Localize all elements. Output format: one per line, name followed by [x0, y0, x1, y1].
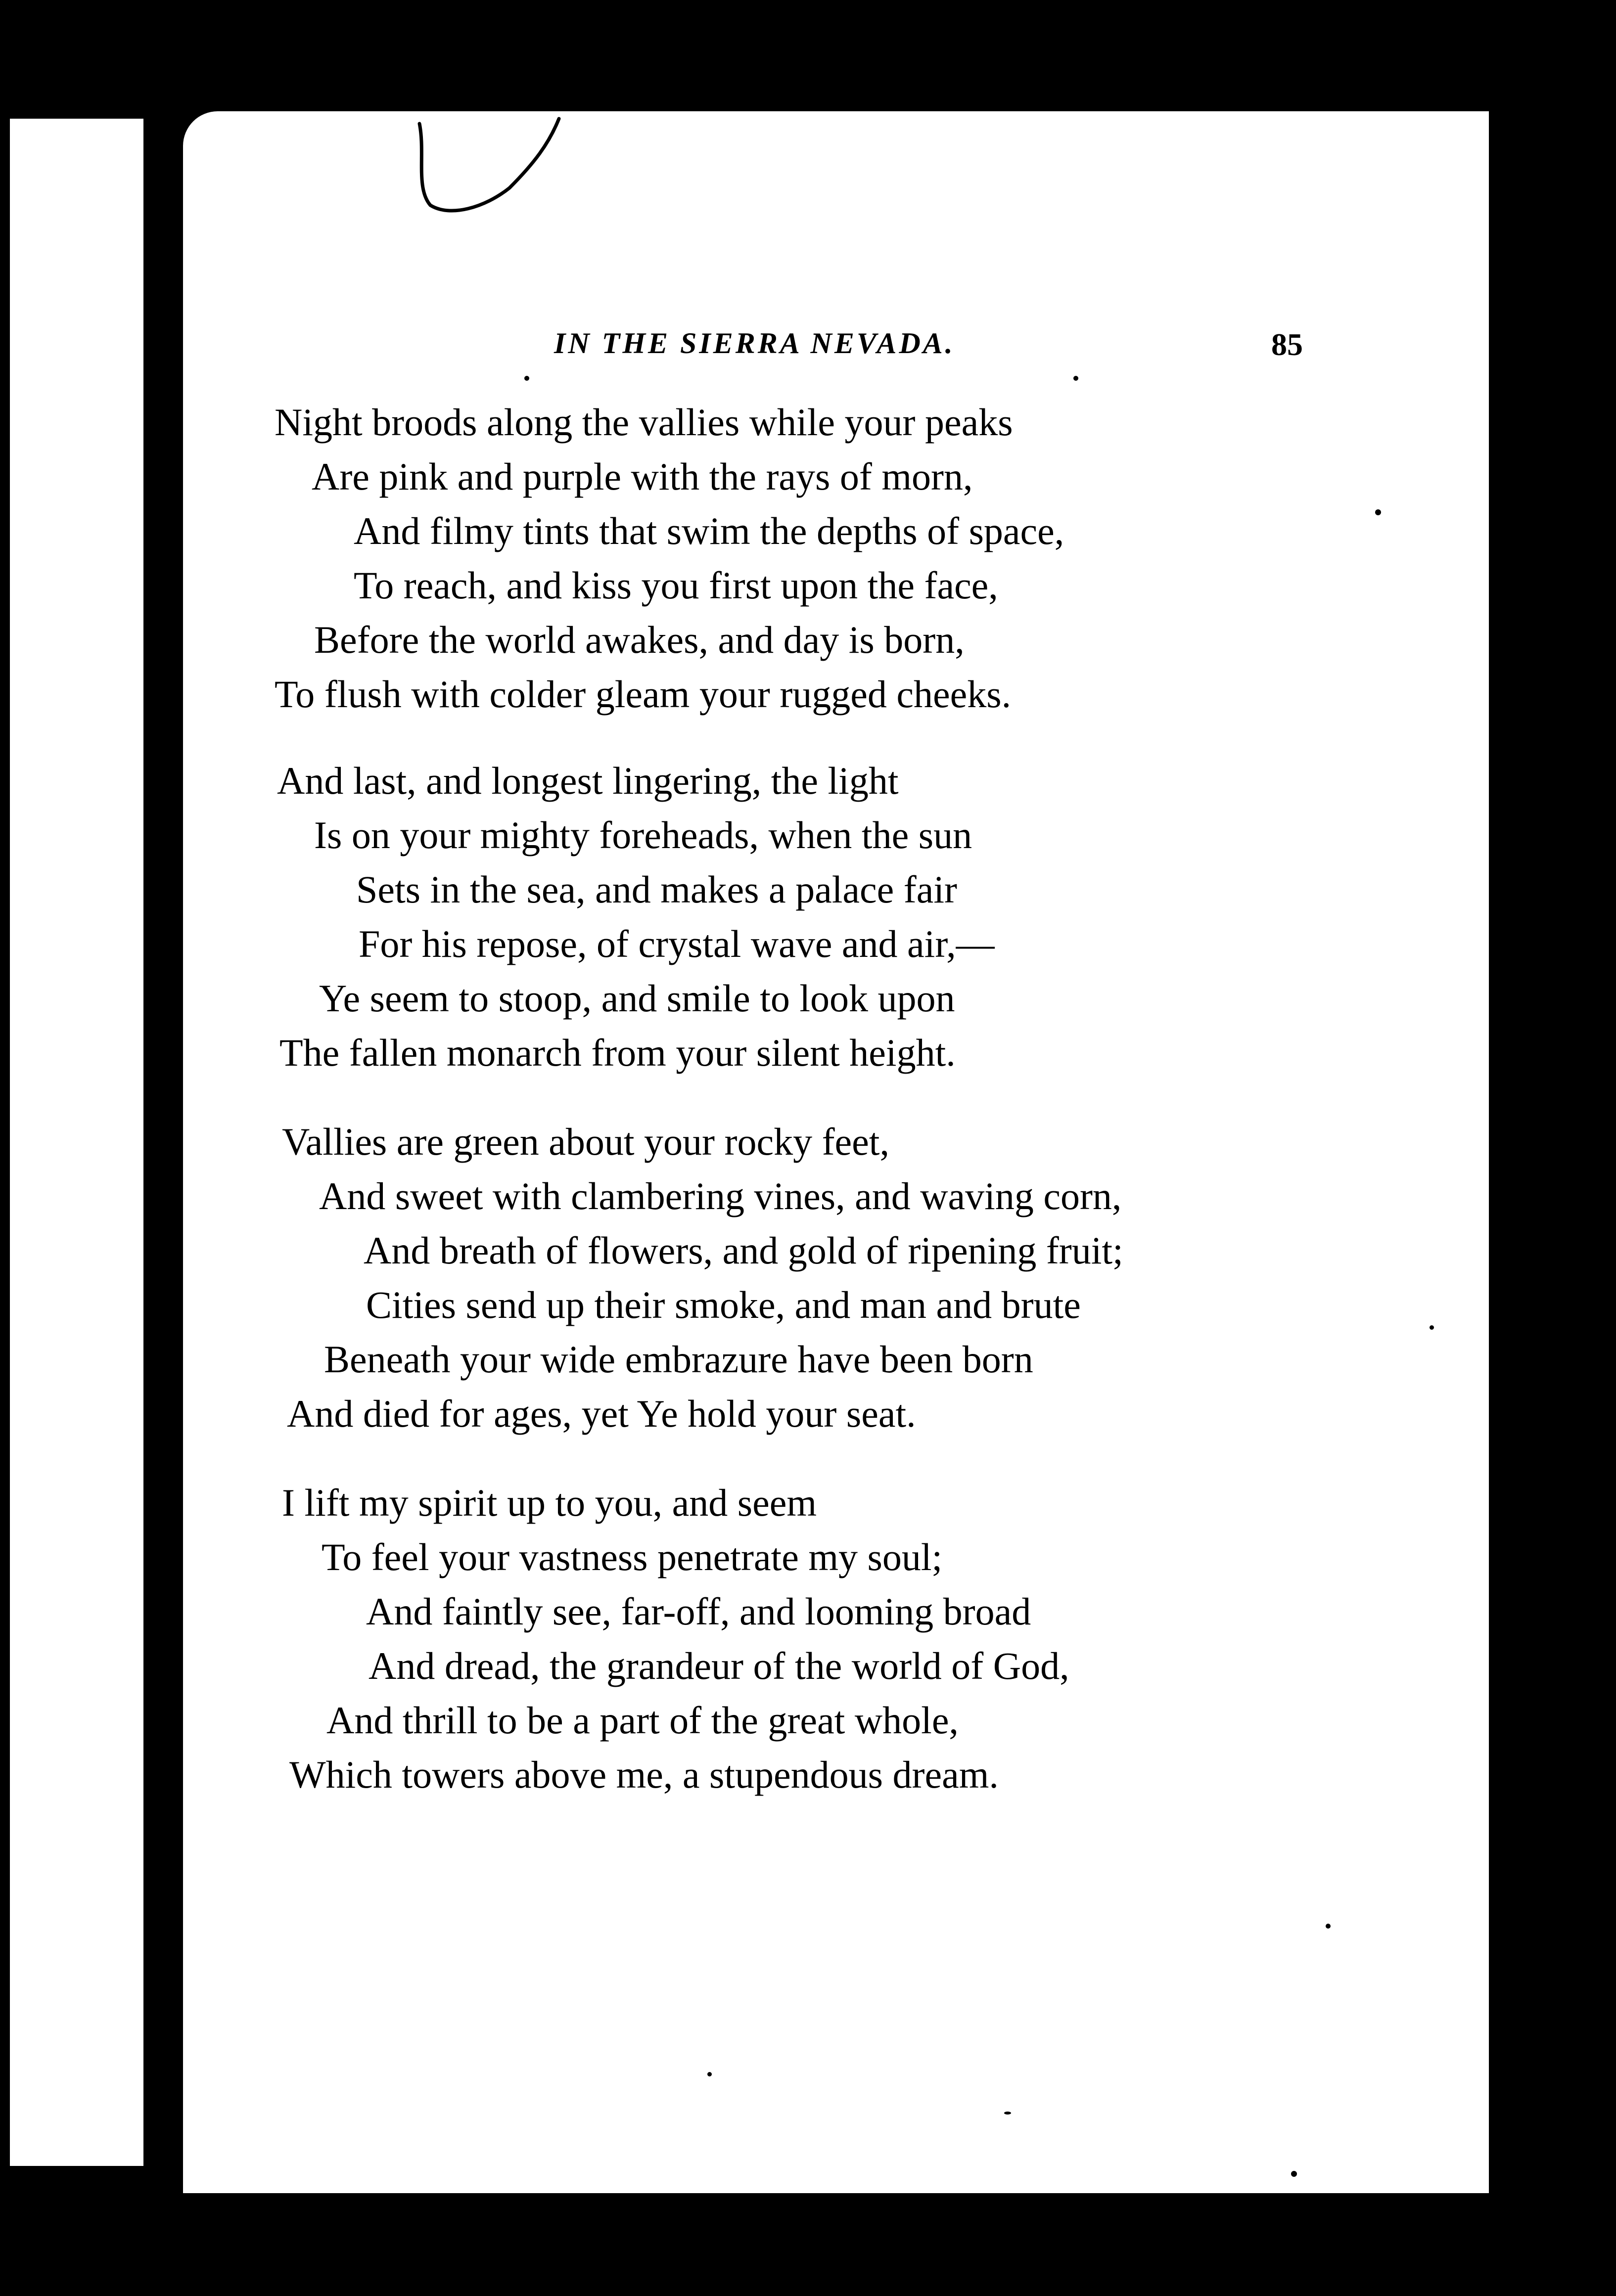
poem-line: To reach, and kiss you first upon the face, — [354, 564, 998, 607]
running-title: IN THE SIERRA NEVADA. — [554, 327, 955, 360]
adjacent-page-edge — [10, 119, 143, 2166]
poem-line: And sweet with clambering vines, and waving corn, — [319, 1174, 1122, 1217]
poem-line: Vallies are green about your rocky feet, — [282, 1120, 889, 1163]
poem-line: To flush with colder gleam your rugged cheeks. — [275, 673, 1012, 716]
poem-line: To feel your vastness penetrate my soul; — [322, 1535, 943, 1578]
poem-line: And filmy tints that swim the depths of space, — [354, 509, 1064, 552]
poem-line: Cities send up their smoke, and man and brute — [366, 1283, 1081, 1326]
poem-line: And thrill to be a part of the great whole, — [326, 1699, 959, 1742]
ink-speck — [1291, 2171, 1297, 2177]
poem-line: For his repose, of crystal wave and air,— — [359, 922, 995, 965]
ink-speck — [1326, 1924, 1331, 1929]
poem-line: And last, and longest lingering, the light — [277, 759, 899, 802]
ink-speck — [1073, 376, 1078, 381]
ink-speck — [707, 2072, 712, 2076]
poem-line: And faintly see, far-off, and looming broad — [366, 1590, 1031, 1633]
poem-line: Are pink and purple with the rays of morn, — [312, 455, 973, 498]
ink-speck — [1375, 509, 1381, 515]
poem-line: Ye seem to stoop, and smile to look upon — [319, 977, 955, 1020]
page-number: 85 — [1271, 327, 1303, 362]
poem-line: Is on your mighty foreheads, when the sun — [314, 813, 972, 856]
ink-speck — [1004, 2112, 1011, 2115]
pencil-mark — [411, 114, 569, 223]
poem-line: Sets in the sea, and makes a palace fair — [356, 868, 957, 911]
poem-line: Which towers above me, a stupendous dream. — [289, 1753, 999, 1796]
poem-line: Night broods along the vallies while your peaks — [275, 401, 1013, 444]
ink-speck — [1430, 1325, 1434, 1330]
poem-line: And died for ages, yet Ye hold your seat. — [287, 1392, 916, 1435]
poem-line: I lift my spirit up to you, and seem — [282, 1481, 817, 1524]
poem-line: The fallen monarch from your silent height. — [279, 1031, 956, 1074]
poem-line: And dread, the grandeur of the world of God, — [369, 1644, 1069, 1687]
poem-line: Beneath your wide embrazure have been born — [324, 1338, 1033, 1381]
poem-line: And breath of flowers, and gold of ripening fruit; — [364, 1229, 1123, 1272]
poem-line: Before the world awakes, and day is born, — [314, 618, 965, 661]
ink-speck — [524, 376, 529, 381]
